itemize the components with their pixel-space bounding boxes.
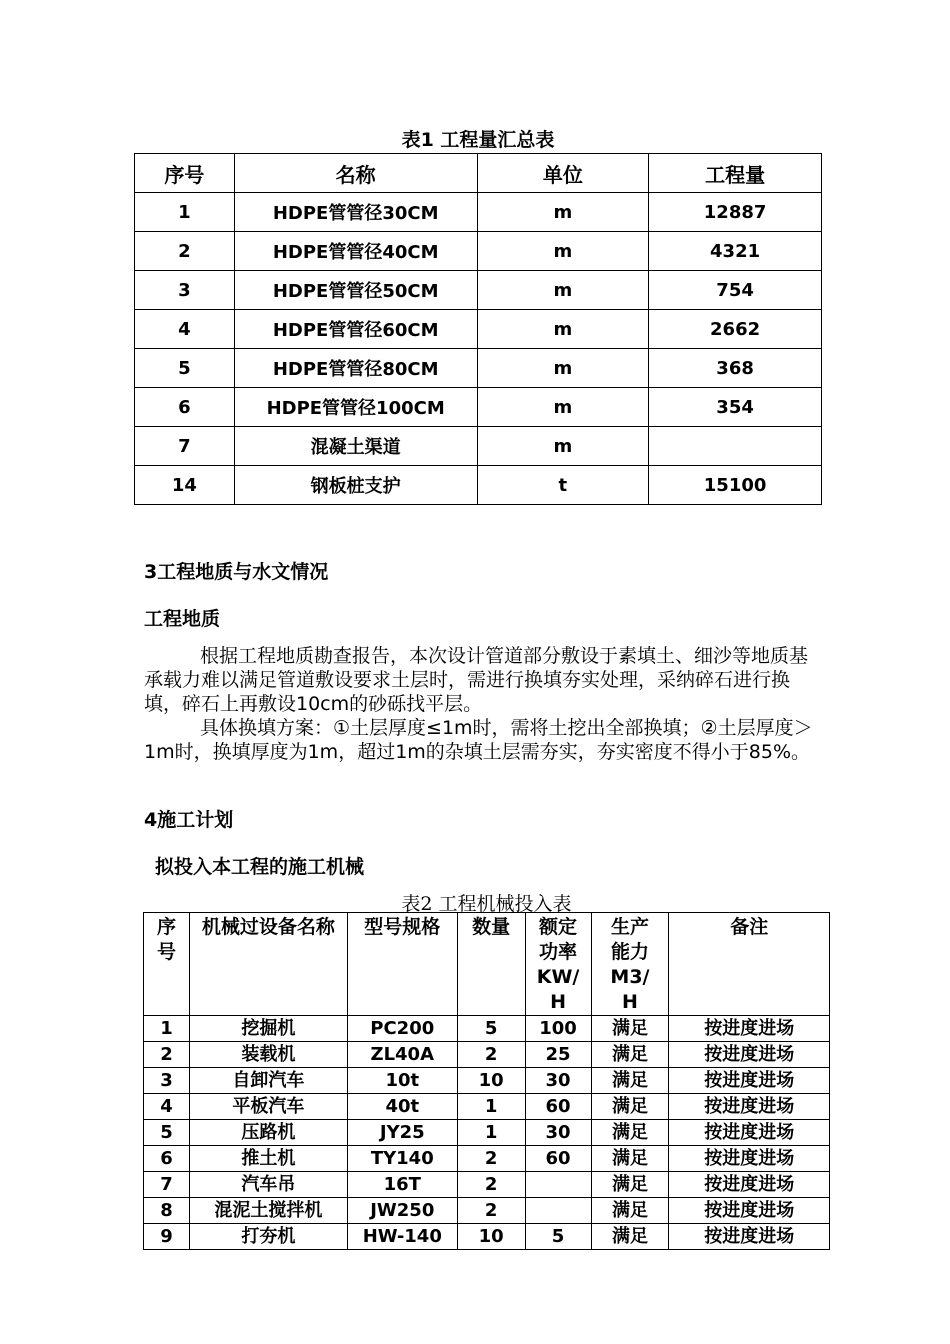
table-cell: 60	[525, 1094, 591, 1120]
table2-body	[144, 1016, 830, 1250]
table1-header-cell: 名称	[234, 154, 477, 193]
table-cell: 40t	[347, 1094, 457, 1120]
table-cell: 3	[144, 1068, 190, 1094]
table-cell: 混凝土渠道	[234, 427, 477, 466]
table-cell: ZL40A	[347, 1042, 457, 1068]
table-cell: 满足	[591, 1094, 669, 1120]
table1-body	[135, 193, 822, 505]
table1-row	[135, 427, 822, 466]
table-cell: 60	[525, 1146, 591, 1172]
table2-row	[144, 1094, 830, 1120]
table-cell: 2	[457, 1172, 525, 1198]
table2-row	[144, 1120, 830, 1146]
table2-header-cell: 数量	[457, 913, 525, 1016]
table-cell: 6	[135, 388, 235, 427]
table-cell: 汽车吊	[189, 1172, 347, 1198]
table-cell: 满足	[591, 1146, 669, 1172]
table-cell: m	[477, 388, 649, 427]
table-cell: 5	[135, 349, 235, 388]
table-cell: 12887	[649, 193, 822, 232]
table1-row	[135, 349, 822, 388]
section4-subheading: 拟投入本工程的施工机械	[155, 856, 365, 878]
table-cell: HDPE管管径30CM	[234, 193, 477, 232]
table-cell: 压路机	[189, 1120, 347, 1146]
table1-row	[135, 232, 822, 271]
table2-header-row	[144, 913, 830, 1016]
table-cell: 1	[457, 1094, 525, 1120]
table-cell: 按进度进场	[669, 1224, 830, 1250]
table-cell: 按进度进场	[669, 1042, 830, 1068]
table-cell: m	[477, 349, 649, 388]
table2-row	[144, 1146, 830, 1172]
section3-heading: 3工程地质与水文情况	[144, 561, 329, 583]
table-cell: 1	[457, 1120, 525, 1146]
table-cell: 100	[525, 1016, 591, 1042]
table2-caption: 表2 工程机械投入表	[401, 893, 572, 915]
table-cell	[525, 1198, 591, 1224]
table-cell: 平板汽车	[189, 1094, 347, 1120]
table1	[134, 153, 822, 505]
table-cell: 按进度进场	[669, 1146, 830, 1172]
section3-paragraph-2: 具体换填方案：①土层厚度≤1m时，需将土挖出全部换填；②土层厚度＞1m时，换填厚度为1m，超过1m的杂填土层需夯实，夯实密度不得小于85%。	[144, 717, 813, 763]
table2	[143, 912, 830, 1250]
table1-header-cell: 工程量	[649, 154, 822, 193]
table2-row	[144, 1198, 830, 1224]
table-cell: 按进度进场	[669, 1198, 830, 1224]
table-cell: 钢板桩支护	[234, 466, 477, 505]
table-cell: 满足	[591, 1068, 669, 1094]
table-cell	[649, 427, 822, 466]
section3-paragraph-1: 根据工程地质勘查报告，本次设计管道部分敷设于素填土、细沙等地质基承载力难以满足管道敷设要求土层时，需进行换填夯实处理，采纳碎石进行换填，碎石上再敷设10cm的砂砾找平层。	[144, 645, 809, 715]
table-cell: 满足	[591, 1120, 669, 1146]
table-cell: HDPE管管径80CM	[234, 349, 477, 388]
table-cell: JY25	[347, 1120, 457, 1146]
table-cell: 3	[135, 271, 235, 310]
table-cell: 4	[135, 310, 235, 349]
table-cell	[525, 1172, 591, 1198]
table-cell: 按进度进场	[669, 1172, 830, 1198]
table-cell: m	[477, 193, 649, 232]
table-cell: 754	[649, 271, 822, 310]
table-cell: 自卸汽车	[189, 1068, 347, 1094]
table-cell: 4	[144, 1094, 190, 1120]
table-cell: 按进度进场	[669, 1016, 830, 1042]
table-cell: 2	[457, 1042, 525, 1068]
table-cell: TY140	[347, 1146, 457, 1172]
table-cell: 10	[457, 1224, 525, 1250]
section3-subheading: 工程地质	[144, 608, 221, 630]
table-cell: 2	[144, 1042, 190, 1068]
table-cell: 满足	[591, 1224, 669, 1250]
table-cell: 368	[649, 349, 822, 388]
table-cell: HDPE管管径40CM	[234, 232, 477, 271]
table-cell: 4321	[649, 232, 822, 271]
table2-row	[144, 1042, 830, 1068]
table-cell: 354	[649, 388, 822, 427]
table-cell: 挖掘机	[189, 1016, 347, 1042]
table-cell: HW-140	[347, 1224, 457, 1250]
table2-header-cell: 机械过设备名称	[189, 913, 347, 1016]
table1-header-row	[135, 154, 822, 193]
table2-header-cell: 备注	[669, 913, 830, 1016]
table-cell: 5	[144, 1120, 190, 1146]
table1-row	[135, 271, 822, 310]
table1-caption: 表1 工程量汇总表	[401, 129, 555, 151]
table-cell: 按进度进场	[669, 1068, 830, 1094]
table-cell: 按进度进场	[669, 1120, 830, 1146]
table-cell: 5	[457, 1016, 525, 1042]
table-cell: m	[477, 232, 649, 271]
table-cell: 9	[144, 1224, 190, 1250]
table2-row	[144, 1172, 830, 1198]
table-cell: PC200	[347, 1016, 457, 1042]
table1-row	[135, 388, 822, 427]
table2-row	[144, 1016, 830, 1042]
table-cell: 1	[135, 193, 235, 232]
table2-header-cell: 型号规格	[347, 913, 457, 1016]
table-cell: 2	[457, 1146, 525, 1172]
table-cell: 8	[144, 1198, 190, 1224]
table-cell: 7	[144, 1172, 190, 1198]
table-cell: 满足	[591, 1016, 669, 1042]
table-cell: 装载机	[189, 1042, 347, 1068]
table-cell: 7	[135, 427, 235, 466]
table-cell: JW250	[347, 1198, 457, 1224]
table-cell: 30	[525, 1068, 591, 1094]
table2-row	[144, 1068, 830, 1094]
table-cell: m	[477, 310, 649, 349]
table-cell: 按进度进场	[669, 1094, 830, 1120]
table-cell: 10	[457, 1068, 525, 1094]
table1-row	[135, 310, 822, 349]
table-cell: HDPE管管径60CM	[234, 310, 477, 349]
table-cell: HDPE管管径50CM	[234, 271, 477, 310]
table-cell: m	[477, 271, 649, 310]
table-cell: 打夯机	[189, 1224, 347, 1250]
table-cell: 15100	[649, 466, 822, 505]
table2-row	[144, 1224, 830, 1250]
table-cell: 满足	[591, 1172, 669, 1198]
table-cell: 2662	[649, 310, 822, 349]
section4-heading: 4施工计划	[144, 809, 234, 831]
table-cell: m	[477, 427, 649, 466]
table-cell: 2	[135, 232, 235, 271]
table2-header-cell: 序号	[144, 913, 190, 1016]
table2-header-cell: 额定功率KW/H	[525, 913, 591, 1016]
table1-row	[135, 193, 822, 232]
table2-header-cell: 生产能力M3/H	[591, 913, 669, 1016]
table-cell: 6	[144, 1146, 190, 1172]
table-cell: 满足	[591, 1042, 669, 1068]
table1-header-cell: 单位	[477, 154, 649, 193]
table-cell: 16T	[347, 1172, 457, 1198]
table-cell: 30	[525, 1120, 591, 1146]
table-cell: 2	[457, 1198, 525, 1224]
table-cell: 混泥土搅拌机	[189, 1198, 347, 1224]
table-cell: 25	[525, 1042, 591, 1068]
table-cell: t	[477, 466, 649, 505]
table-cell: 推土机	[189, 1146, 347, 1172]
table-cell: 14	[135, 466, 235, 505]
table1-header-cell: 序号	[135, 154, 235, 193]
table-cell: 满足	[591, 1198, 669, 1224]
table-cell: HDPE管管径100CM	[234, 388, 477, 427]
table-cell: 10t	[347, 1068, 457, 1094]
table-cell: 1	[144, 1016, 190, 1042]
table1-row	[135, 466, 822, 505]
table-cell: 5	[525, 1224, 591, 1250]
